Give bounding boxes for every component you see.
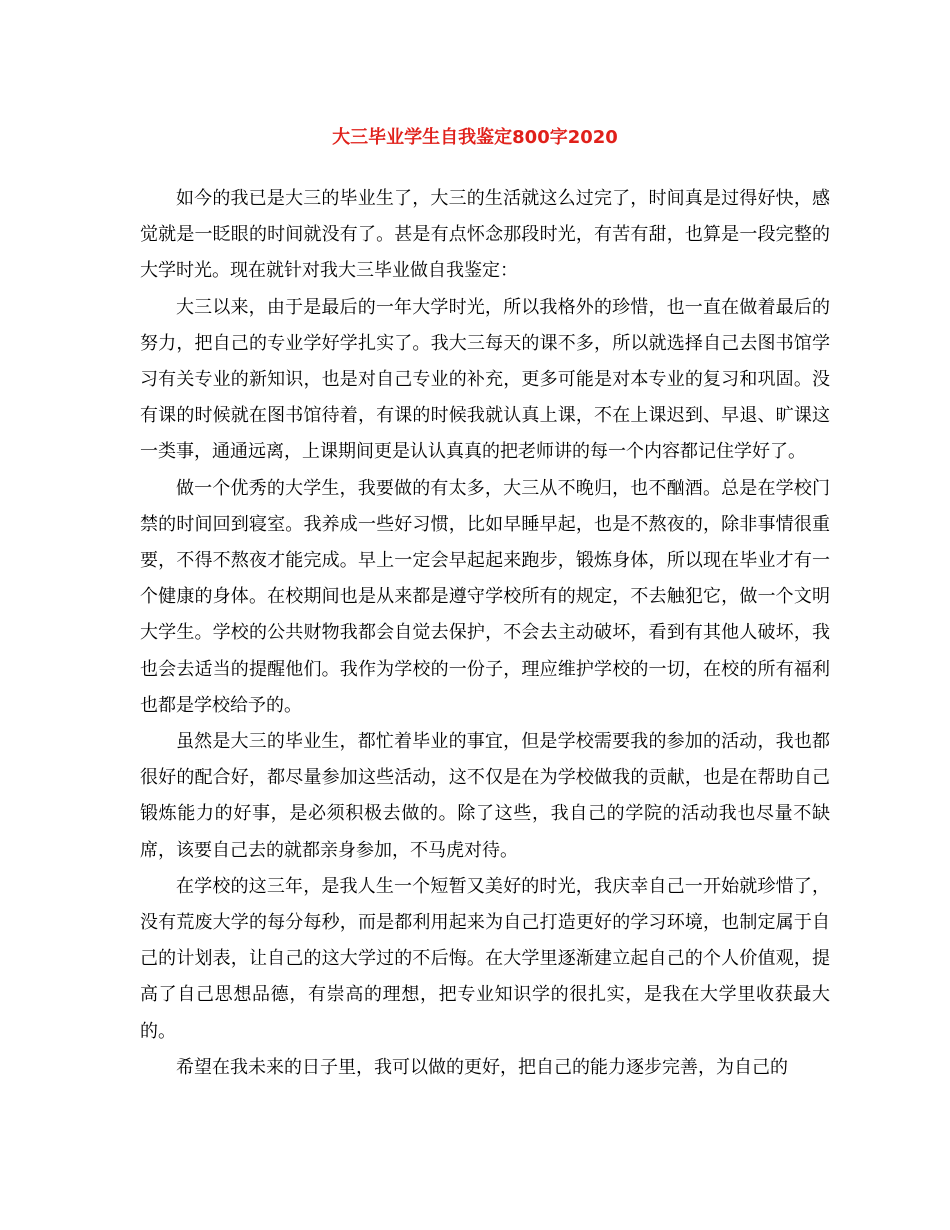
paragraph-6: 希望在我未来的日子里，我可以做的更好，把自己的能力逐步完善，为自己的 (176, 1056, 788, 1078)
document-title: 大三毕业学生自我鉴定800字2020 (332, 127, 618, 148)
paragraph-2: 大三以来，由于是最后的一年大学时光，所以我格外的珍惜，也一直在做着最后的努力，把自己的专业学好学扎实了。我大三每天的课不多，所以就选择自己去图书馆学习有关专业的新知识，也是对自己专业的补充，更多可能是对本专业的复习和巩固。没有课的时候就在图书馆待着，有课的时候我就认真上课，不在上课迟到、早退、旷课这一类事，通通远离，上课期间更是认认真真的把老师讲的每一个内容都记住学好了。 (140, 296, 830, 463)
document-body (140, 181, 830, 1086)
paragraph-4: 虽然是大三的毕业生，都忙着毕业的事宜，但是学校需要我的参加的活动，我也都很好的配合好，都尽量参加这些活动，这不仅是在为学校做我的贡献，也是在帮助自己锻炼能力的好事，是必须积极去做的。除了这些，我自己的学院的活动我也尽量不缺席，该要自己去的就都亲身参加，不马虎对待。 (140, 731, 830, 861)
paragraph-3: 做一个优秀的大学生，我要做的有太多，大三从不晚归，也不酗酒。总是在学校门禁的时间回到寝室。我养成一些好习惯，比如早睡早起，也是不熬夜的，除非事情很重要，不得不熬夜才能完成。早上一定会早起起来跑步，锻炼身体，所以现在毕业才有一个健康的身体。在校期间也是从来都是遵守学校所有的规定，不去触犯它，做一个文明大学生。学校的公共财物我都会自觉去保护，不会去主动破坏，看到有其他人破坏，我也会去适当的提醒他们。我作为学校的一份子，理应维护学校的一切，在校的所有福利也都是学校给予的。 (140, 477, 830, 716)
paragraph-5: 在学校的这三年，是我人生一个短暂又美好的时光，我庆幸自己一开始就珍惜了，没有荒废大学的每分每秒，而是都利用起来为自己打造更好的学习环境，也制定属于自己的计划表，让自己的这大学过的不后悔。在大学里逐渐建立起自己的个人价值观，提高了自己思想品德，有崇高的理想，把专业知识学的很扎实，是我在大学里收获最大的。 (140, 875, 830, 1042)
paragraph-1: 如今的我已是大三的毕业生了，大三的生活就这么过完了，时间真是过得好快，感觉就是一眨眼的时间就没有了。甚是有点怀念那段时光，有苦有甜，也算是一段完整的大学时光。现在就针对我大三毕业做自我鉴定： (140, 188, 830, 282)
